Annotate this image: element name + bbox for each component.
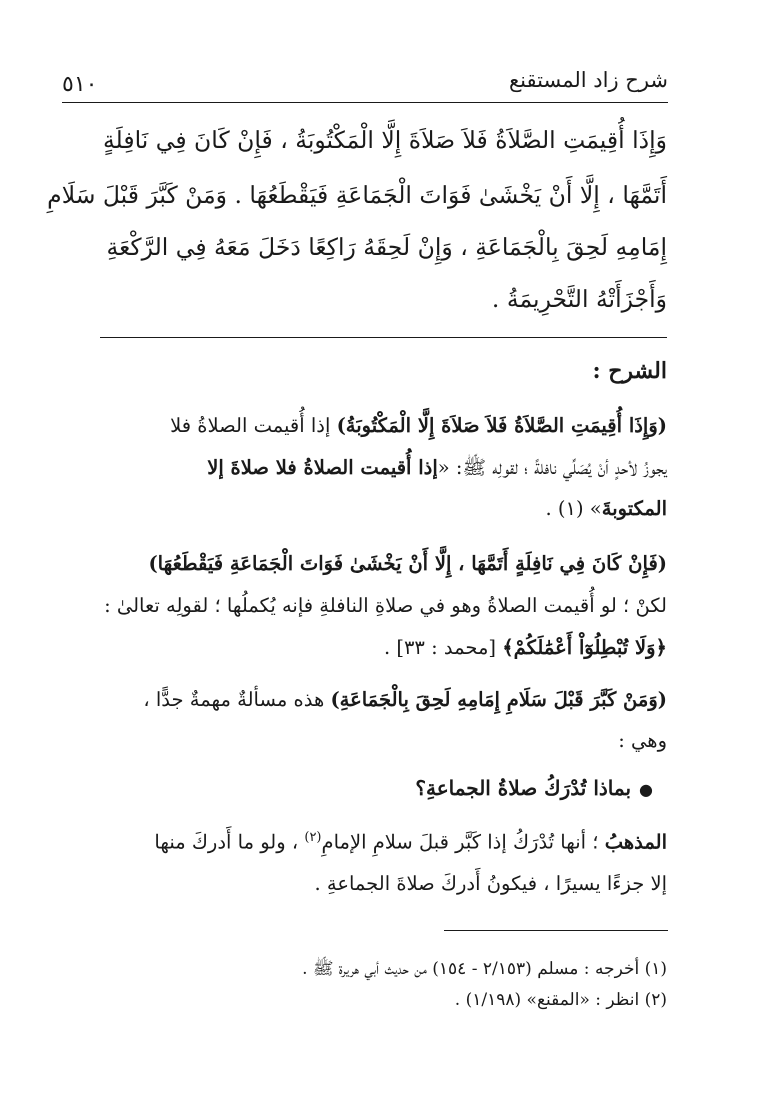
matn-line: أَتَمَّهَا ، إِلَّا أَنْ يَخْشَىٰ فَوَاتَ الْجَمَاعَةِ فَيَقْطَعُهَا . وَمَنْ كَبَّرَ قَبْلَ سَلَامِ [47, 181, 667, 209]
running-header [62, 66, 668, 103]
commentary-text: ، ولو ما أَدركَ منها [154, 830, 305, 854]
matn-line: إِمَامِهِ لَحِقَ بِالْجَمَاعَةِ ، وَإِنْ لَحِقَهُ رَاكِعًا دَخَلَ مَعَهُ فِي الرَّكْعَةِ [106, 233, 667, 261]
commentary-line [92, 830, 667, 854]
commentary-line [92, 688, 667, 711]
footnote-2: (٢) انظر : «المقنع» (١/١٩٨) . [454, 990, 667, 1010]
quoted-matn: (فَإِنْ كَانَ فِي نَافِلَةٍ أَتَمَّهَا ، إِلَّا أَنْ يَخْشَىٰ فَوَاتَ الْجَمَاعَةِ فَيَقْطَعُهَا) [148, 552, 667, 575]
book-title: شرح زاد المستقنع [509, 68, 668, 92]
commentary-line [92, 414, 667, 437]
commentary-text: يجوزُ لأحدٍ أنْ يُصَلِّي نافلةً ؛ لقولِه ﷺ: « [437, 456, 667, 479]
quoted-matn: (وَإِذَا أُقِيمَتِ الصَّلاَةُ فَلاَ صَلاَةَ إِلَّا الْمَكْتُوبَةُ) [336, 414, 667, 437]
bullet-icon: ● [639, 780, 653, 799]
footnote-ref: » (١) . [545, 497, 602, 520]
commentary-line [92, 636, 667, 659]
footnote-divider [444, 930, 668, 931]
matn-line: وَأَجْزَأَتْهُ التَّحْرِيمَةُ . [491, 285, 667, 313]
madhhab-label: المذهبُ [604, 830, 667, 854]
commentary-line: لكنْ ؛ لو أُقيمت الصلاةُ وهو في صلاةِ النافلةِ فإنه يُكملُها ؛ لقولِه تعالىٰ : [104, 594, 667, 617]
question-text: بماذا تُدْرَكُ صلاةُ الجماعةِ؟ [415, 776, 632, 800]
hadith-text: إذا أُقيمت الصلاةُ فلا صلاةَ إلا [207, 456, 438, 479]
commentary-line: وهي : [618, 729, 667, 752]
matn-line: وَإِذَا أُقِيمَتِ الصَّلاَةُ فَلاَ صَلاَةَ إِلَّا الْمَكْتُوبَةُ ، فَإِنْ كَانَ فِي نَافِلَةٍ [102, 126, 667, 154]
quran-verse: ﴿وَلَا تُبْطِلُوٓاْ أَعْمَٰلَكُمْ﴾ [502, 636, 667, 659]
hadith-text: المكتوبةَ [601, 497, 667, 520]
commentary-line [92, 552, 667, 575]
bullet-question [415, 776, 653, 800]
commentary-line: إلا جزءًا يسيرًا ، فيكونُ أَدركَ صلاةَ الجماعةِ . [314, 872, 667, 895]
footnote-1: (١) أخرجه : مسلم (٢/١٥٣ - ١٥٤) من حديث أبي هريرة ﷺ . [302, 959, 667, 979]
footnote-marker: (٢) [304, 830, 322, 845]
commentary-text: هذه مسألةٌ مهمةٌ جدًّا ، [143, 688, 331, 711]
page-number: ٥١٠ [62, 72, 98, 97]
commentary-text: ؛ أنها تُدْرَكُ إذا كَبَّر قبلَ سلامِ الإمامِ [321, 830, 605, 854]
section-divider [100, 337, 667, 338]
commentary-line [92, 456, 667, 484]
commentary-line [92, 497, 667, 520]
quoted-matn: (وَمَنْ كَبَّرَ قَبْلَ سَلَامِ إِمَامِهِ لَحِقَ بِالْجَمَاعَةِ) [330, 688, 667, 711]
commentary-label: الشرح : [592, 358, 667, 384]
quran-reference: [محمد : ٣٣] . [383, 636, 503, 659]
commentary-text: إذا أُقيمت الصلاةُ فلا [170, 414, 337, 437]
